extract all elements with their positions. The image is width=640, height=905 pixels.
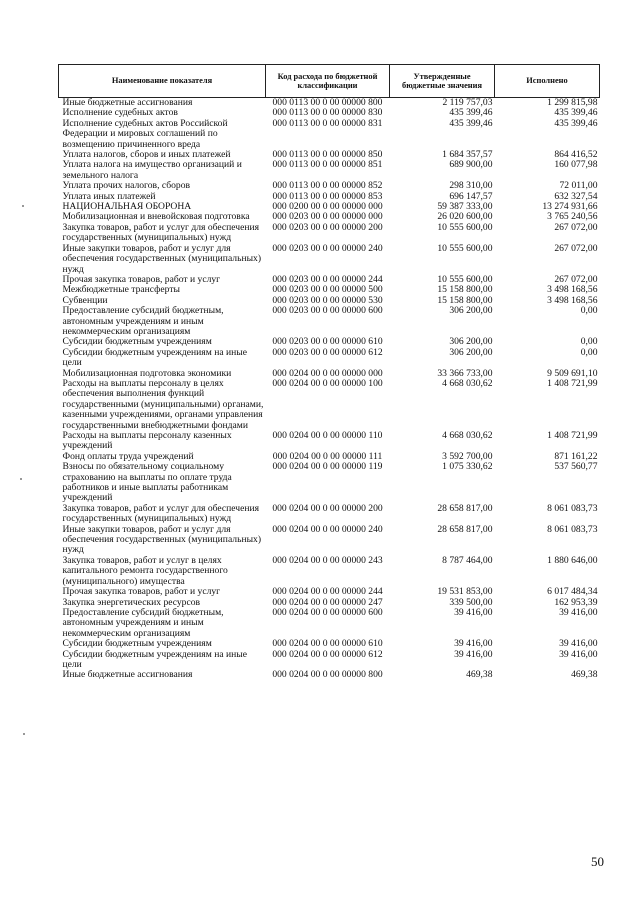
table-row [59,431,600,452]
table-row [59,160,600,181]
row-name: Субсидии бюджетным учреждениям [62,336,212,348]
row-name: Закупка энергетических ресурсов [62,596,201,608]
row-approved: 689 900,00 [449,159,493,171]
row-executed: 162 953,39 [554,596,598,608]
row-code: 000 0113 00 0 00 00000 831 [272,117,383,129]
row-executed: 632 327,54 [554,190,598,202]
row-approved: 39 416,00 [454,638,493,650]
row-name: Мобилизационная и вневойсковая подготовка [62,211,250,223]
row-executed: 8 061 083,73 [547,502,598,514]
row-approved: 4 668 030,62 [442,377,493,389]
row-executed: 469,38 [571,669,598,681]
header-row [59,65,600,98]
row-name: Закупка товаров, работ и услуг в целях капитального ремонта государственного (муниципального) имущества [62,554,228,587]
row-approved: 298 310,00 [449,180,493,192]
row-executed: 39 416,00 [559,648,598,660]
scan-speck [22,205,24,207]
row-approved: 59 387 333,00 [437,201,493,213]
row-code: 000 0113 00 0 00 00000 852 [272,180,383,192]
row-name: Субсидии бюджетным учреждениям на иные цели [62,648,247,670]
row-approved: 10 555 600,00 [437,273,493,285]
row-name: Мобилизационная подготовка экономики [62,367,232,379]
row-name: Уплата иных платежей [62,190,156,202]
row-name: Уплата налогов, сборов и иных платежей [62,149,231,161]
row-code: 000 0203 00 0 00 00000 244 [272,273,383,285]
row-approved: 39 416,00 [454,606,493,618]
row-code: 000 0204 00 0 00 00000 243 [272,554,383,566]
row-executed: 435 399,46 [554,117,598,129]
row-approved: 469,38 [466,669,493,681]
row-executed: 1 408 721,99 [547,377,598,389]
row-code: 000 0203 00 0 00 00000 600 [272,305,383,317]
row-executed: 3 498 168,56 [547,284,598,296]
table-row [59,587,600,597]
table-row [59,119,600,150]
row-name: Уплата прочих налогов, сборов [62,180,191,192]
row-executed: 1 408 721,99 [547,430,598,441]
row-code: 000 0204 00 0 00 00000 240 [272,523,383,535]
table-row [59,306,600,337]
row-code: 000 0113 00 0 00 00000 850 [272,149,383,161]
row-approved: 33 366 733,00 [437,367,493,379]
row-name: Иные бюджетные ассигнования [62,669,193,681]
table-row [59,670,600,680]
row-approved: 39 416,00 [454,648,493,660]
table-row [59,639,600,649]
row-executed: 537 560,77 [554,461,598,473]
budget-execution-table [58,64,600,681]
row-name: Исполнение судебных актов Российской Федерации и мировых соглашений по возмещению причиненного вреда [62,117,228,150]
row-code: 000 0113 00 0 00 00000 851 [272,159,383,171]
row-name: Исполнение судебных актов [62,107,178,119]
row-executed: 39 416,00 [559,638,598,650]
row-approved: 696 147,57 [449,190,493,202]
table-header [59,65,600,98]
row-approved: 2 119 757,03 [442,97,493,108]
row-executed: 267 072,00 [554,221,598,233]
row-name: Фонд оплаты труда учреждений [62,450,194,462]
row-name: Расходы на выплаты персоналу в целях обеспечения выполнения функций государственными (муниципальными) органами, казенными учреждениями, органами управления государственными внебюджетными фондами [62,377,264,431]
table-body [59,98,600,681]
row-executed: 13 274 931,66 [542,201,598,213]
header-approved: Утвержденные бюджетные значения [390,65,495,98]
row-name: Предоставление субсидий бюджетным, автономным учреждениям и иным некоммерческим организациям [62,606,224,639]
table-row [59,462,600,504]
row-code: 000 0203 00 0 00 00000 500 [272,284,383,296]
row-code: 000 0203 00 0 00 00000 000 [272,211,383,223]
table-row [59,348,600,369]
row-name: Субвенции [62,294,108,306]
row-executed: 0,00 [580,305,598,317]
row-approved: 435 399,46 [449,107,493,119]
page-number: 50 [591,854,604,869]
row-executed: 3 765 240,56 [547,211,598,223]
row-executed: 871 161,22 [554,450,598,462]
row-executed: 6 017 484,34 [547,586,598,598]
row-name: Прочая закупка товаров, работ и услуг [62,273,221,285]
row-code: 000 0204 00 0 00 00000 200 [272,502,383,514]
table-row [59,525,600,556]
row-code: 000 0113 00 0 00 00000 800 [272,97,383,108]
row-approved: 1 684 357,57 [442,149,493,161]
row-approved: 28 658 817,00 [437,523,493,535]
row-executed: 435 399,46 [554,107,598,119]
row-code: 000 0204 00 0 00 00000 111 [272,450,383,462]
row-approved: 306 200,00 [449,305,493,317]
row-name: Закупка товаров, работ и услуг для обеспечения государственных (муниципальных) нужд [62,221,260,244]
row-approved: 306 200,00 [449,336,493,348]
row-name: Субсидии бюджетным учреждениям [62,638,212,650]
row-approved: 1 075 330,62 [442,461,493,473]
row-code: 000 0204 00 0 00 00000 247 [272,596,383,608]
row-name: Закупка товаров, работ и услуг для обеспечения государственных (муниципальных) нужд [62,502,260,525]
row-executed: 9 509 691,10 [547,367,598,379]
row-executed: 1 299 815,98 [547,97,598,108]
row-code: 000 0204 00 0 00 00000 244 [272,586,383,598]
table-row [59,608,600,639]
row-code: 000 0204 00 0 00 00000 119 [272,461,383,473]
row-name: Предоставление субсидий бюджетным, автономным учреждениям и иным некоммерческим организациям [62,305,224,337]
row-approved: 435 399,46 [449,117,493,129]
row-approved: 10 555 600,00 [437,242,493,254]
row-executed: 0,00 [580,346,598,358]
table-row [59,556,600,587]
row-approved: 4 668 030,62 [442,430,493,441]
row-approved: 3 592 700,00 [442,450,493,462]
row-name: Иные закупки товаров, работ и услуг для обеспечения государственных (муниципальных) нужд [62,523,262,556]
row-approved: 10 555 600,00 [437,221,493,233]
row-name: Субсидии бюджетным учреждениям на иные цели [62,346,247,369]
row-executed: 39 416,00 [559,606,598,618]
table-row [59,223,600,244]
row-approved: 306 200,00 [449,346,493,358]
scan-speck [23,733,25,735]
row-approved: 15 158 800,00 [437,294,493,306]
row-name: Иные закупки товаров, работ и услуг для обеспечения государственных (муниципальных) нужд [62,242,262,275]
row-executed: 8 061 083,73 [547,523,598,535]
row-approved: 15 158 800,00 [437,284,493,296]
row-approved: 8 787 464,00 [442,554,493,566]
table-row [59,379,600,431]
row-executed: 864 416,52 [554,149,598,161]
row-executed: 0,00 [580,336,598,348]
row-executed: 72 011,00 [559,180,598,192]
row-code: 000 0203 00 0 00 00000 240 [272,242,383,254]
row-name: Межбюджетные трансферты [62,284,180,296]
row-name: Расходы на выплаты персоналу казенных учреждений [62,430,232,452]
row-code: 000 0204 00 0 00 00000 610 [272,638,383,650]
table-row [59,504,600,525]
row-executed: 1 880 646,00 [547,554,598,566]
row-executed: 267 072,00 [554,242,598,254]
table-row [59,244,600,275]
scan-speck [20,478,22,480]
row-approved: 19 531 853,00 [437,586,493,598]
row-code: 000 0204 00 0 00 00000 612 [272,648,383,660]
row-code: 000 0113 00 0 00 00000 853 [272,190,383,202]
row-code: 000 0204 00 0 00 00000 600 [272,606,383,618]
row-approved: 26 020 600,00 [437,211,493,223]
row-code: 000 0204 00 0 00 00000 000 [272,367,383,379]
header-name: Наименование показателя [59,65,266,98]
row-approved: 28 658 817,00 [437,502,493,514]
row-name: Иные бюджетные ассигнования [62,97,193,108]
row-code: 000 0204 00 0 00 00000 100 [272,377,383,389]
row-executed: 160 077,98 [554,159,598,171]
row-code: 000 0203 00 0 00 00000 612 [272,346,383,358]
row-code: 000 0204 00 0 00 00000 110 [272,430,383,441]
row-name: Уплата налога на имущество организаций и земельного налога [62,159,242,181]
table-row [59,650,600,671]
row-code: 000 0200 00 0 00 00000 000 [272,201,383,213]
row-code: 000 0203 00 0 00 00000 530 [272,294,383,306]
row-name: Взносы по обязательному социальному страхованию на выплаты по оплате труда работников и иные выплаты работникам учреждений [62,461,232,504]
row-executed: 3 498 168,56 [547,294,598,306]
row-name: Прочая закупка товаров, работ и услуг [62,586,221,598]
header-executed: Исполнено [495,65,600,98]
row-name: НАЦИОНАЛЬНАЯ ОБОРОНА [62,201,192,213]
row-code: 000 0113 00 0 00 00000 830 [272,107,383,119]
row-code: 000 0203 00 0 00 00000 200 [272,221,383,233]
row-approved: 339 500,00 [449,596,493,608]
header-code: Код расхода по бюджетной классификации [266,65,390,98]
row-executed: 267 072,00 [554,273,598,285]
row-code: 000 0204 00 0 00 00000 800 [272,669,383,681]
row-code: 000 0203 00 0 00 00000 610 [272,336,383,348]
